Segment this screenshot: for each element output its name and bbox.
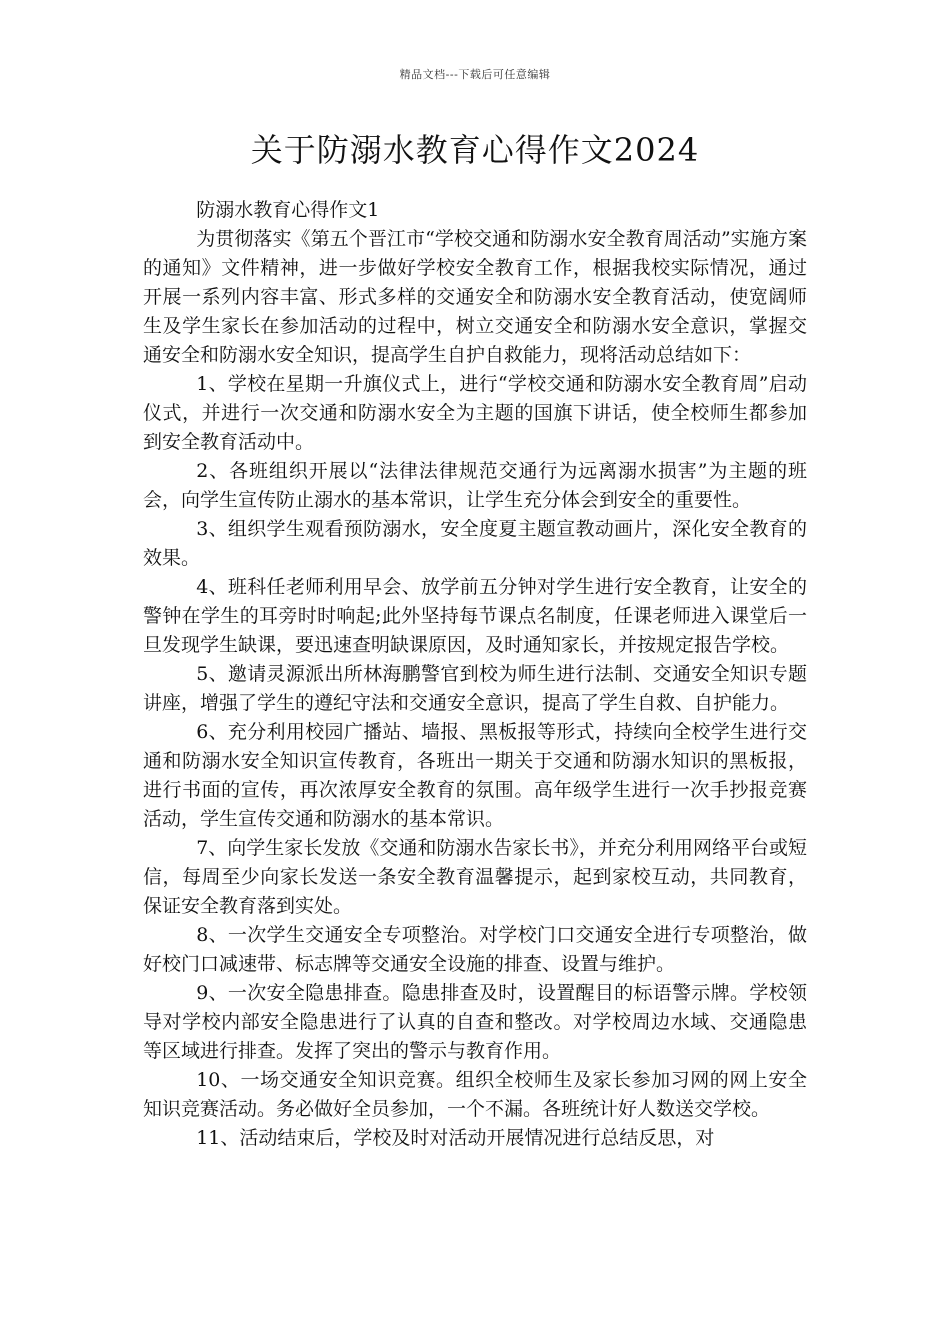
document-body [143,196,807,1153]
paragraph: 5、邀请灵源派出所林海鹏警官到校为师生进行法制、交通安全知识专题讲座，增强了学生的遵纪守法和交通安全意识，提高了学生自救、自护能力。 [143,663,807,714]
paragraph: 10、一场交通安全知识竞赛。组织全校师生及家长参加习网的网上安全知识竞赛活动。务必做好全员参加，一个不漏。各班统计好人数送交学校。 [143,1069,807,1120]
paragraph: 11、活动结束后，学校及时对活动开展情况进行总结反思，对 [196,1127,715,1149]
paragraph: 防溺水教育心得作文1 [196,199,380,221]
paragraph: 为贯彻落实《第五个晋江市“学校交通和防溺水安全教育周活动”实施方案的通知》文件精神，进一步做好学校安全教育工作，根据我校实际情况，通过开展一系列内容丰富、形式多样的交通安全和防溺水安全教育活动，使宽阔师生及学生家长在参加活动的过程中，树立交通安全和防溺水安全意识，掌握交通安全和防溺水安全知识，提高学生自护自救能力，现将活动总结如下： [143,228,807,366]
paragraph: 4、班科任老师利用早会、放学前五分钟对学生进行安全教育，让安全的警钟在学生的耳旁时时响起;此外坚持每节课点名制度，任课老师进入课堂后一旦发现学生缺课，要迅速查明缺课原因，及时通知家长，并按规定报告学校。 [143,576,807,656]
paragraph: 3、组织学生观看预防溺水，安全度夏主题宣教动画片，深化安全教育的效果。 [143,518,807,569]
paragraph: 6、充分利用校园广播站、墙报、黑板报等形式，持续向全校学生进行交通和防溺水安全知识宣传教育，各班出一期关于交通和防溺水知识的黑板报，进行书面的宣传，再次浓厚安全教育的氛围。高年级学生进行一次手抄报竞赛活动，学生宣传交通和防溺水的基本常识。 [143,721,807,830]
paragraph: 9、一次安全隐患排查。隐患排查及时，设置醒目的标语警示牌。学校领导对学校内部安全隐患进行了认真的自查和整改。对学校周边水域、交通隐患等区域进行排查。发挥了突出的警示与教育作用。 [143,982,807,1062]
paragraph: 8、一次学生交通安全专项整治。对学校门口交通安全进行专项整治，做好校门口减速带、标志牌等交通安全设施的排查、设置与维护。 [143,924,807,975]
paragraph: 1、学校在星期一升旗仪式上，进行“学校交通和防溺水安全教育周”启动仪式，并进行一次交通和防溺水安全为主题的国旗下讲话，使全校师生都参加到安全教育活动中。 [143,373,807,453]
paragraph: 7、向学生家长发放《交通和防溺水告家长书》，并充分利用网络平台或短信，每周至少向家长发送一条安全教育温馨提示，起到家校互动，共同教育，保证安全教育落到实处。 [143,837,807,917]
paragraph: 2、各班组织开展以“法律法律规范交通行为远离溺水损害”为主题的班会，向学生宣传防止溺水的基本常识，让学生充分体会到安全的重要性。 [143,460,807,511]
page-header: 精品文档---下载后可任意编辑 [399,68,551,81]
document-title: 关于防溺水教育心得作文2024 [250,131,700,169]
